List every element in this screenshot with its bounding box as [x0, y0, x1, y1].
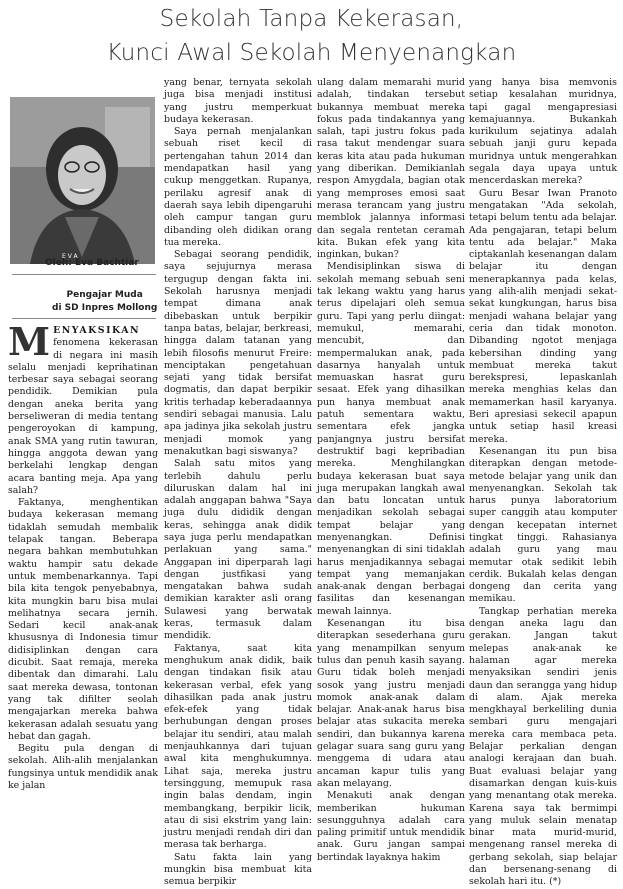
author-photo	[10, 97, 155, 264]
photo-watermark: EVA	[62, 253, 80, 260]
lead-paragraph	[8, 319, 158, 497]
paragraph: Saya pernah menjalankan sebuah riset kecil di pertengahan tahun 2014 dan mendapatkan hasil yang cukup menggetkan. Rupanya, perilaku agresif anak di daerah saya lebih dipengaruhi oleh campur tangan guru dibanding oleh didikan orang tua mereka.	[164, 126, 312, 248]
paragraph: Kesenangan itu bisa diterapkan sesederhana guru yang menampilkan senyum tulus dan penuh kasih sayang. Guru tidak boleh menjadi sosok yang justru menjadi momok anak-anak dalam belajar. Anak-anak harus bisa belajar atas sukacita mereka sendiri, dan bukannya karena gelagar suara sang guru yang menggema di udara atau ancaman kapur tulis yang akan melayang.	[317, 618, 465, 789]
paragraph: Guru Besar Iwan Pranoto mengatakan "Ada sekolah, tetapi belum tentu ada belajar. Ada pengajaran, tetapi belum tentu ada belajar." Maka ciptakanlah kesenangan dalam belajar itu dengan menerapkannya pada kelas, yang alih-alih menjadi sekat-sekat kungkungan, harus bisa menjadi wahana belajar yang ceria dan tidak monoton. Dibanding ngotot menjaga kebersihan dinding yang membuat mereka takut berekspresi, lepaskanlah mereka menghias kelas dan memamerkan hasil karyanya. Beri apresiasi sekecil apapun untuk setiap hasil kreasi mereka.	[469, 187, 617, 445]
lead-caps: ENYAKSIKAN	[53, 325, 141, 336]
paragraph: Kesenangan itu pun bisa diterapkan dengan metode-metode belajar yang unik dan menyenangkan. Sekolah tak harus punya laboratorium super canggih atau komputer dengan kecepatan internet tingkat tinggi. Rahasianya adalah guru yang mau memutar otak sedikit lebih cerdik. Bukalah kelas dengan dongeng dan cerita yang memikau.	[469, 445, 617, 605]
paragraph: yang benar, ternyata sekolah juga bisa menjadi institusi yang justru memperkuat budaya kekerasan.	[164, 77, 312, 125]
paragraph: Tangkap perhatian mereka dengan aneka lagu dan gerakan. Jangan takut melepas anak-anak ke halaman agar mereka menyaksikan sendiri jenis daun dan serangga yang hidup di alam. Ajak mereka mengkhayal berkeliling dunia sembari guru mengajari mereka cara membaca peta. Belajar perkalian dengan analogi kerajaan dan buah. Buat evaluasi belajar yang disamarkan dengan kuis-kuis yang menantang otak mereka. Karena saya tak bermimpi yang muluk selain menatap binar mata murid-murid, mengenang ransel mereka di gerbang sekolah, siap belajar dan bersenang-senang di sekolah hari itu. (*)	[469, 605, 617, 888]
article-column-4	[469, 77, 617, 888]
paragraph: Faktanya, saat kita menghukum anak didik, baik dengan tindakan fisik atau kekerasan verbal, efek yang dihasilkan pada anak justru efek-efek yang tidak berhubungan dengan proses belajar itu sendiri, atau malah menjauhkannya dari tujuan awal kita menghukumnya. Lihat saja, mereka justru tersinggung, memupuk rasa ingin balas dendam, ingin membangkang, berpikir licik, atau di sisi ekstrim yang lain: justru menjadi rendah diri dan merasa tak berharga.	[164, 642, 312, 851]
paragraph: yang hanya bisa memvonis setiap kesalahan muridnya, tapi gagal mengapresiasi kemajuannya. Bukankah kurikulum sejatinya adalah sebuah janji guru kepada muridnya untuk mengerahkan segala daya upaya untuk mencerdaskan mereka?	[469, 77, 617, 187]
paragraph: Begitu pula dengan di sekolah. Alih-alih menjalankan fungsinya untuk mendidik anak ke jalan	[8, 743, 158, 791]
paragraph: Faktanya, menghentikan budaya kekerasan memang tidaklah semudah membalik telapak tangan. Beberapa negara bahkan membutuhkan waktu hampir satu dekade untuk membenarkannya. Tapi bila kita tengok penyebabnya, kita mungkin baru bisa mulai melihatnya secara jernih. Sedari kecil anak-anak khususnya di Indonesia timur didisiplinkan dengan cara dicubit. Saat remaja, mereka dibentak dan dimarahi. Lalu saat mereka dewasa, tontonan yang tak difilter seolah mengajarkan mereka bahwa kekerasan adalah sesuatu yang hebat dan gagah.	[8, 497, 158, 742]
divider	[12, 274, 156, 275]
paragraph: Sebagai seorang pendidik, saya sejujurnya merasa tergugup dengan fakta ini. Sekolah harusnya menjadi tempat dimana anak dibebaskan untuk berpikir tanpa batas, belajar, berkreasi, hingga dalam tatanan yang lebih filosofis menurut Freire: menciptakan pengetahuan sejati yang tidak bersifat dogmatis, dan dapat berpikir kritis terhadap keberadaannya sendiri sebagai manusia. Lalu apa jadinya jika sekolah justru menjadi momok yang menakutkan bagi siswanya?	[164, 249, 312, 457]
article-column-2	[164, 77, 312, 888]
headline-line-2: Kunci Awal Sekolah Menyenangkan	[106, 40, 517, 66]
author-role-title: Pengajar Muda	[66, 290, 143, 300]
paragraph: ulang dalam memarahi murid adalah, tindakan tersebut bukannya membuat mereka fokus pada tindakannya yang salah, tapi justru fokus pada rasa takut mendengar suara keras kita atau pada hukuman yang diberikan. Demikianlah respon Amygdala, bagian otak yang memproses emosi saat merasa terancam yang justru memblok jalannya informasi dan segala rentetan ceramah kita. Bukan efek yang kita inginkan, bukan?	[317, 77, 465, 261]
paragraph: Satu fakta lain yang mungkin bisa membuat kita semua berpikir	[164, 851, 312, 888]
article-column-1	[8, 319, 158, 791]
author-byline: Oleh: Eva Bachtiar	[45, 258, 139, 268]
author-role-school: di SD Inpres Mollong	[52, 303, 158, 313]
paragraph: Menakuti anak dengan memberikan hukuman sesungguhnya adalah cara paling primitif untuk mendidik anak. Guru jangan sampai bertindak layaknya hakim	[317, 790, 465, 863]
paragraph: fenomena kekerasan di negara ini masih selalu menjadi keprihatinan terbesar saya sebagai seorang pendidik. Demikian pula dengan aneka berita yang berseliweran di media tentang pengeroyokan di kampung, anak SMA yang rutin tawuran, hingga anggota dewan yang berkelahi lengkap dengan acara banting meja. Apa yang salah?	[8, 337, 158, 496]
headline-line-1: Sekolah Tanpa Kekerasan,	[159, 6, 464, 32]
author-portrait-graphic	[10, 97, 155, 264]
author-role	[52, 289, 157, 315]
paragraph: Salah satu mitos yang terlebih dahulu perlu diluruskan dalam hal ini adalah anggapan bahwa "Saya juga dulu dididik dengan keras, sehingga anak didik saya juga perlu mendapatkan perlakuan yang sama." Anggapan ini diperparah lagi dengan justfikasi yang mengatakan bahwa sudah demikian karakter asli orang Sulawesi yang berwatak keras, termasuk dalam mendidik.	[164, 458, 312, 642]
paragraph: Mendisiplinkan siswa di sekolah memang sebuah seni tak lekang waktu yang harus terus dipelajari oleh semua guru. Tapi yang perlu diingat: memukul, memarahi, mencubit, dan mempermalukan anak, pada dasarnya hanyalah untuk memuaskan hasrat guru sesaat. Efek yang dihasilkan pun hanya membuat anak patuh sementara waktu, sementara efek jangka panjangnya justru bersifat destruktif bagi kepribadian mereka. Menghilangkan budaya kekerasan buat saya juga merupakan langkah awal dan batu loncatan untuk menjadikan sekolah sebagai tempat belajar yang menyenangkan. Definisi menyenangkan di sini tidaklah harus menjadikannya sebagai tempat yang memanjakan anak-anak dengan berbagai fasilitas dan kesenangan mewah lainnya.	[317, 261, 465, 617]
article-column-3	[317, 77, 465, 863]
drop-cap: M	[8, 319, 51, 364]
